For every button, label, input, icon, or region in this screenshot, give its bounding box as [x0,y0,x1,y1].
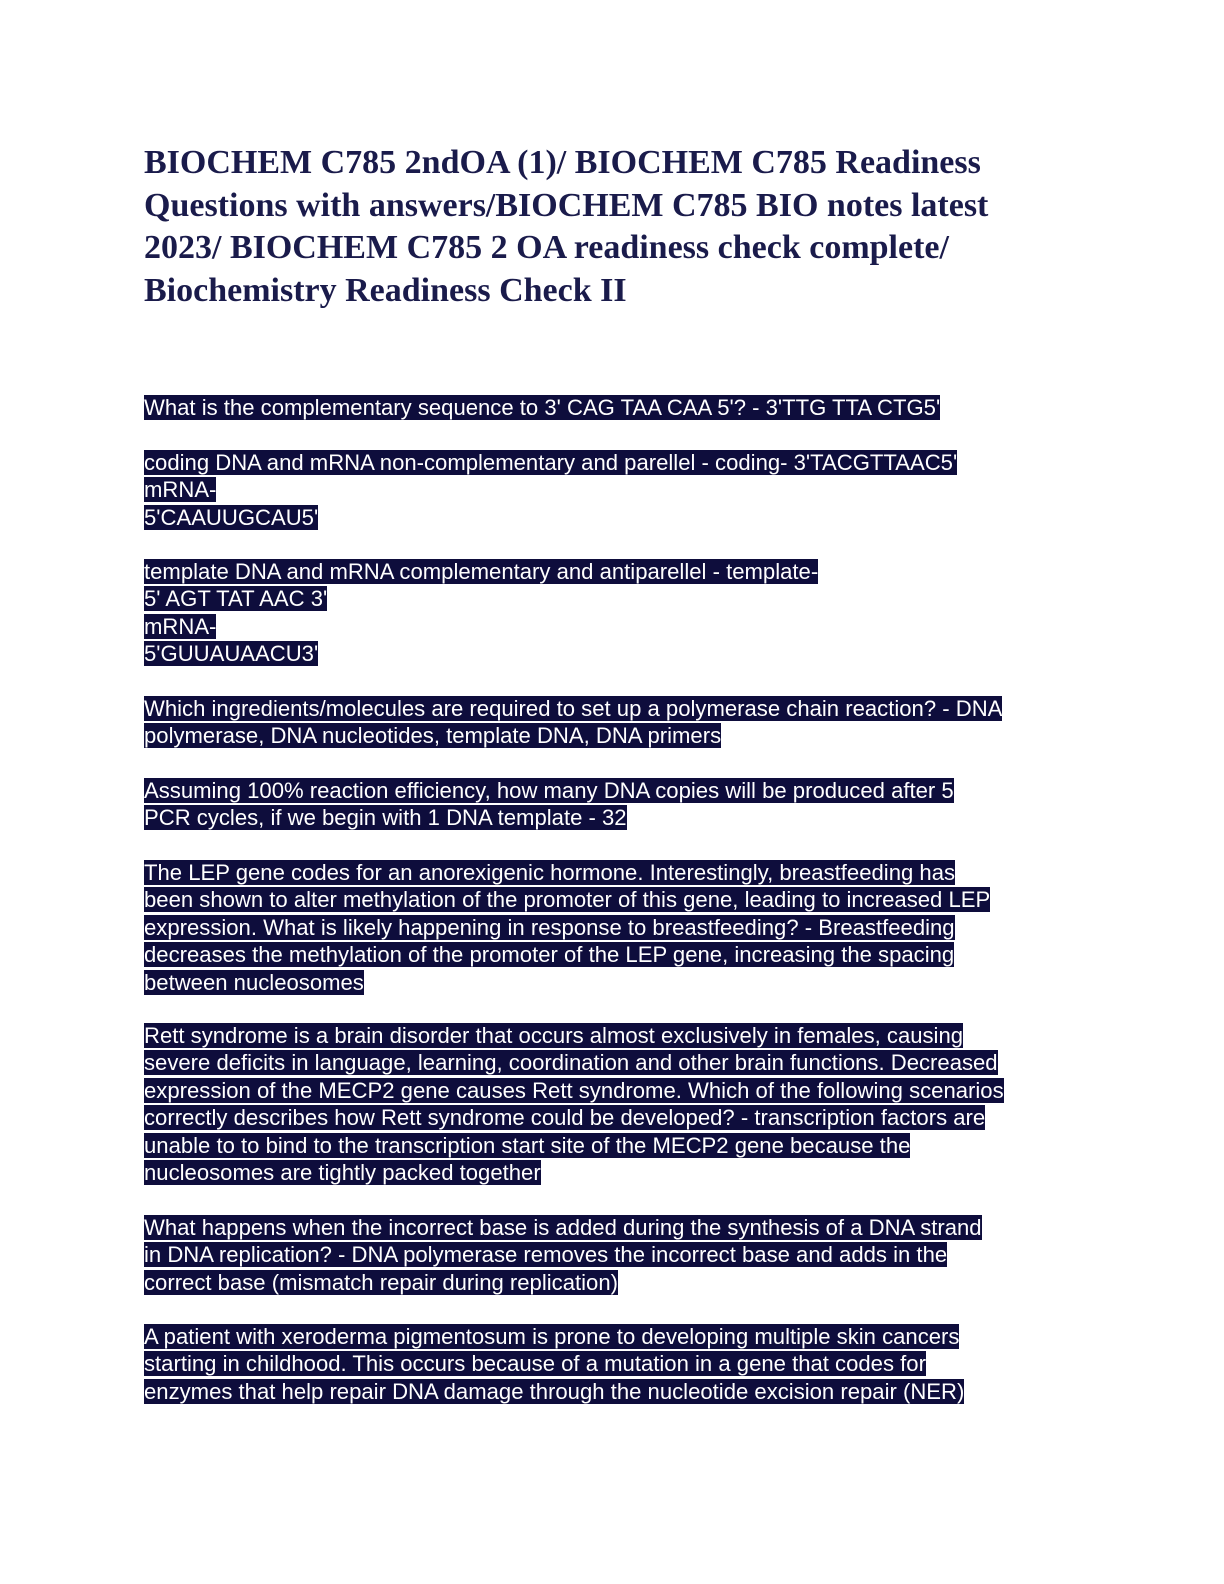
qa-item-text: What happens when the incorrect base is added during the synthesis of a DNA strand in DNA replication? - DNA polymerase removes the incorrect base and adds in the correct base (mismatch repair during replication) [144,1215,982,1295]
qa-item-2 [144,449,1144,531]
qa-item-4 [144,695,1144,750]
qa-item-text: What is the complementary sequence to 3' CAG TAA CAA 5'? - 3'TTG TTA CTG5' [144,395,941,420]
qa-item-6 [144,859,1144,996]
qa-item-5 [144,777,1144,832]
qa-item-9 [144,1323,1144,1405]
qa-item-text: coding DNA and mRNA non-complementary and parellel - coding- 3'TACGTTAAC5' mRNA- 5'CAAUUGCAU5' [144,450,958,530]
qa-item-text: Rett syndrome is a brain disorder that occurs almost exclusively in females, causing severe deficits in language, learning, coordination and other brain functions. Decreased expression of the MECP2 gene causes Rett syndrome. Which of the following scenarios correctly describes how Rett syndrome could be developed? - transcription factors are unable to to bind to the transcription start site of the MECP2 gene because the nucleosomes are tightly packed together [144,1023,1004,1186]
qa-item-text: Assuming 100% reaction efficiency, how many DNA copies will be produced after 5 PCR cycles, if we begin with 1 DNA template - 32 [144,778,954,831]
document-title: BIOCHEM C785 2ndOA (1)/ BIOCHEM C785 Readiness Questions with answers/BIOCHEM C785 BIO notes latest 2023/ BIOCHEM C785 2 OA readiness check complete/ Biochemistry Readiness Check II [144,144,989,309]
qa-item-3 [144,558,1144,668]
qa-item-1 [144,394,1144,421]
qa-item-8 [144,1214,1144,1296]
qa-item-text: Which ingredients/molecules are required to set up a polymerase chain reaction? - DNA polymerase, DNA nucleotides, template DNA, DNA primers [144,696,1003,749]
qa-item-text: A patient with xeroderma pigmentosum is prone to developing multiple skin cancers starting in childhood. This occurs because of a mutation in a gene that codes for enzymes that help repair DNA damage through the nucleotide excision repair (NER) [144,1324,965,1404]
qa-item-text: template DNA and mRNA complementary and antiparellel - template- 5' AGT TAT AAC 3' mRNA- 5'GUUAUAACU3' [144,559,819,667]
qa-item-text: The LEP gene codes for an anorexigenic hormone. Interestingly, breastfeeding has been shown to alter methylation of the promoter of this gene, leading to increased LEP expression. What is likely happening in response to breastfeeding? - Breastfeeding decreases the methylation of the promoter of the LEP gene, increasing the spacing between nucleosomes [144,860,991,995]
qa-item-7 [144,1022,1144,1186]
